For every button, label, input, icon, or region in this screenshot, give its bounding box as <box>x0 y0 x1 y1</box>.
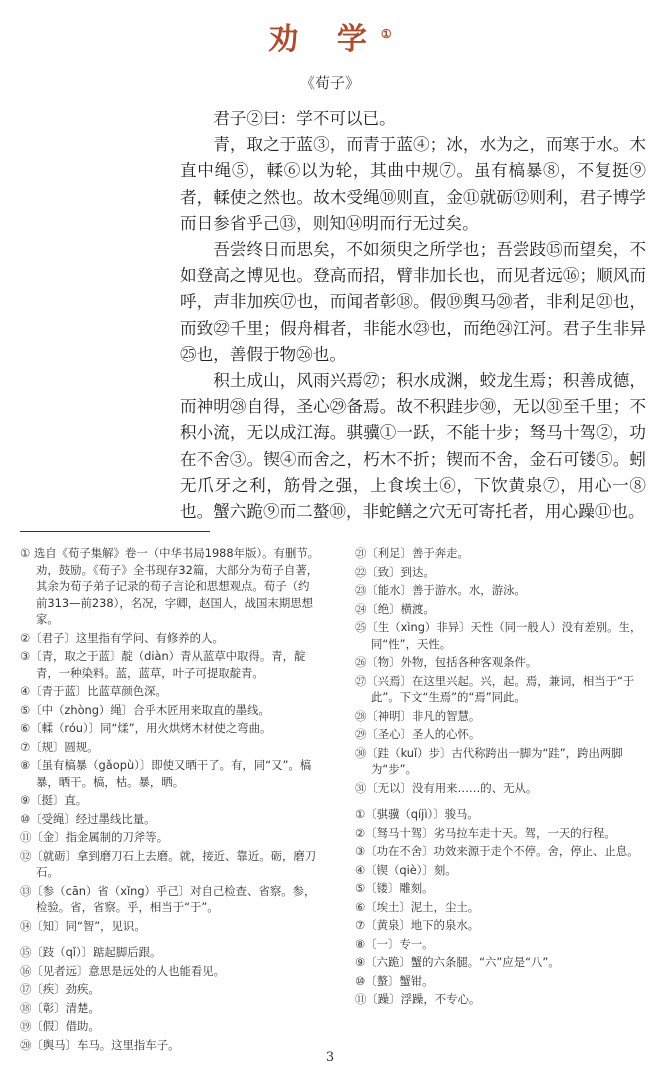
footnote-item: ⑤〔镂〕雕刻。 <box>355 881 434 895</box>
footnote-item: ⑰〔疾〕劲疾。 <box>20 982 100 996</box>
footnote-item: ⑲〔假〕借助。 <box>20 1019 100 1033</box>
footnote-item: ㉕〔生（xìng）非异〕天性（同一般人）没有差别。生，同“性”，天性。 <box>355 620 642 651</box>
footnote-item: ⑯〔见者远〕意思是远处的人也能看见。 <box>20 963 226 978</box>
footnote-item: ㉙〔圣心〕圣人的心怀。 <box>355 727 481 741</box>
main-text <box>180 106 646 525</box>
footnote-item: ㉒〔致〕到达。 <box>355 564 435 579</box>
footnotes-left-column <box>20 545 320 1055</box>
page-number: 3 <box>325 1050 335 1065</box>
footnote-item: ②〔君子〕这里指有学问、有修养的人。 <box>20 630 224 645</box>
footnote-item: ㉑〔利足〕善于奔走。 <box>355 546 469 560</box>
footnotes-right-column <box>355 545 650 1010</box>
footnote-gap <box>20 936 320 944</box>
footnote-item: ⑱〔彰〕清楚。 <box>20 1000 100 1015</box>
footnote-item: ②〔驽马十驾〕劣马拉车走十天。驾，一天的行程。 <box>355 825 616 840</box>
footnote-item: ③〔青，取之于蓝〕靛（diàn）青从蓝草中取得。青，靛青，一种染料。蓝，蓝草，叶子可提取靛青。 <box>20 649 306 680</box>
footnote-item: ④〔锲（qiè）〕刻。 <box>355 862 457 877</box>
footnote-item: ㉖〔物〕外物，包括各种客观条件。 <box>355 655 538 669</box>
footnote-item: ㉚〔跬（kuǐ）步〕古代称跨出一脚为“跬”，跨出两脚为“步”。 <box>355 745 623 776</box>
footnote-item: ⑥〔輮（róu）〕同“煣”，用火烘烤木材使之弯曲。 <box>20 721 272 735</box>
footnote-item: ④〔青于蓝〕比蓝草颜色深。 <box>20 684 167 698</box>
footnote-item: ① 选自《荀子集解》卷一（中华书局1988年版）。有删节。劝，鼓励。《荀子》全书现存32篇，大部分为荀子自著，其余为荀子弟子记录的荀子言论和思想观点。荀子（约前313—前238），名况，字卿，赵国人，战国末期思想家。 <box>20 546 320 626</box>
footnote-item: ①〔骐骥（qíjì）〕骏马。 <box>355 807 479 821</box>
footnote-item: ③〔功在不舍〕功效来源于走个不停。舍，停止、止息。 <box>355 844 639 858</box>
body-paragraph: 吾尝终日而思矣，不如须臾之所学也；吾尝跂⑮而望矣，不如登高之博见也。登高而招，臂非加长也，而见者远⑯；顺风而呼，声非加疾⑰也，而闻者彰⑱。假⑲舆马⑳者，非利足㉑也，而致㉒千里；假舟楫者，非能水㉓也，而绝㉔江河。君子生非异㉕也，善假于物㉖也。 <box>180 240 646 364</box>
footnote-item: ㉓〔能水〕善于游水。水，游泳。 <box>355 583 526 597</box>
footnote-divider <box>20 531 210 532</box>
footnote-item: ⑥〔埃土〕泥土，尘土。 <box>355 899 480 914</box>
footnote-item: ⑨〔挺〕直。 <box>20 793 88 807</box>
footnote-item: ㉘〔神明〕非凡的智慧。 <box>355 708 481 723</box>
footnote-item: ⑮〔跂（qǐ）〕踮起脚后跟。 <box>20 945 162 959</box>
footnote-item: ⑧〔虽有槁暴（gǎopù）〕即使又晒干了。有，同“又”。槁暴，晒干。槁，枯。暴，晒。 <box>20 758 312 789</box>
footnote-item: ⑦〔规〕圆规。 <box>20 739 99 754</box>
author-line: 《荀子》 <box>299 74 360 92</box>
footnote-item: ⑩〔螯〕蟹钳。 <box>355 973 434 988</box>
footnote-item: ⑧〔一〕专一。 <box>355 936 434 951</box>
footnote-item: ⑭〔知〕同“智”，见识。 <box>20 918 146 933</box>
footnote-item: ㉔〔绝〕横渡。 <box>355 601 435 616</box>
footnote-item: ⑩〔受绳〕经过墨线比量。 <box>20 811 156 826</box>
title-footnote-mark: ① <box>380 27 392 41</box>
footnote-item: ⑤〔中（zhòng）绳〕合乎木匠用来取直的墨线。 <box>20 702 270 717</box>
footnote-item: ⑳〔舆马〕车马。这里指车子。 <box>20 1037 180 1052</box>
body-paragraph: 君子②曰：学不可以已。 <box>213 109 396 128</box>
footnote-item: ⑦〔黄泉〕地下的泉水。 <box>355 918 480 932</box>
page-title <box>0 14 660 58</box>
body-paragraph: 青，取之于蓝③，而青于蓝④；冰，水为之，而寒于水。木直中绳⑤，輮⑥以为轮，其曲中规⑦。虽有槁暴⑧，不复挺⑨者，輮使之然也。故木受绳⑩则直，金⑪就砺⑫则利，君子博学而日参省乎己⑬，则知⑭明而行无过矣。 <box>180 135 646 233</box>
title-text: 劝 学 <box>268 22 381 57</box>
footnote-item: ⑬〔参（cān）省（xǐng）乎己〕对自己检查、省察。参，检验。省，省察。乎，相当于“于”。 <box>20 883 316 914</box>
footnote-item: ⑪〔躁〕浮躁，不专心。 <box>355 992 481 1006</box>
footnote-item: ⑪〔金〕指金属制的刀斧等。 <box>20 830 169 844</box>
footnote-item: ⑫〔就砺〕拿到磨刀石上去磨。就，接近、靠近。砺，磨刀石。 <box>20 848 317 879</box>
footnote-gap <box>355 798 650 806</box>
body-paragraph: 积土成山，风雨兴焉㉗；积水成渊，蛟龙生焉；积善成德，而神明㉘自得，圣心㉙备焉。故不积跬步㉚，无以㉛至千里；不积小流，无以成江海。骐骥①一跃，不能十步；驽马十驾②，功在不舍③。锲④而舍之，朽木不折；锲而不舍，金石可镂⑤。蚓无爪牙之利，筋骨之强，上食埃土⑥，下饮黄泉⑦，用心一⑧也。蟹六跪⑨而二螯⑩，非蛇鳝之穴无可寄托者，用心躁⑪也。 <box>180 371 646 522</box>
footnote-item: ⑨〔六跪〕蟹的六条腿。“六”应是“八”。 <box>355 955 560 969</box>
footnote-item: ㉛〔无以〕没有用来……的、无从。 <box>355 780 538 795</box>
footnote-item: ㉗〔兴焉〕在这里兴起。兴，起。焉，兼词，相当于“于此”。下文“生焉”的“焉”同此。 <box>355 673 635 704</box>
